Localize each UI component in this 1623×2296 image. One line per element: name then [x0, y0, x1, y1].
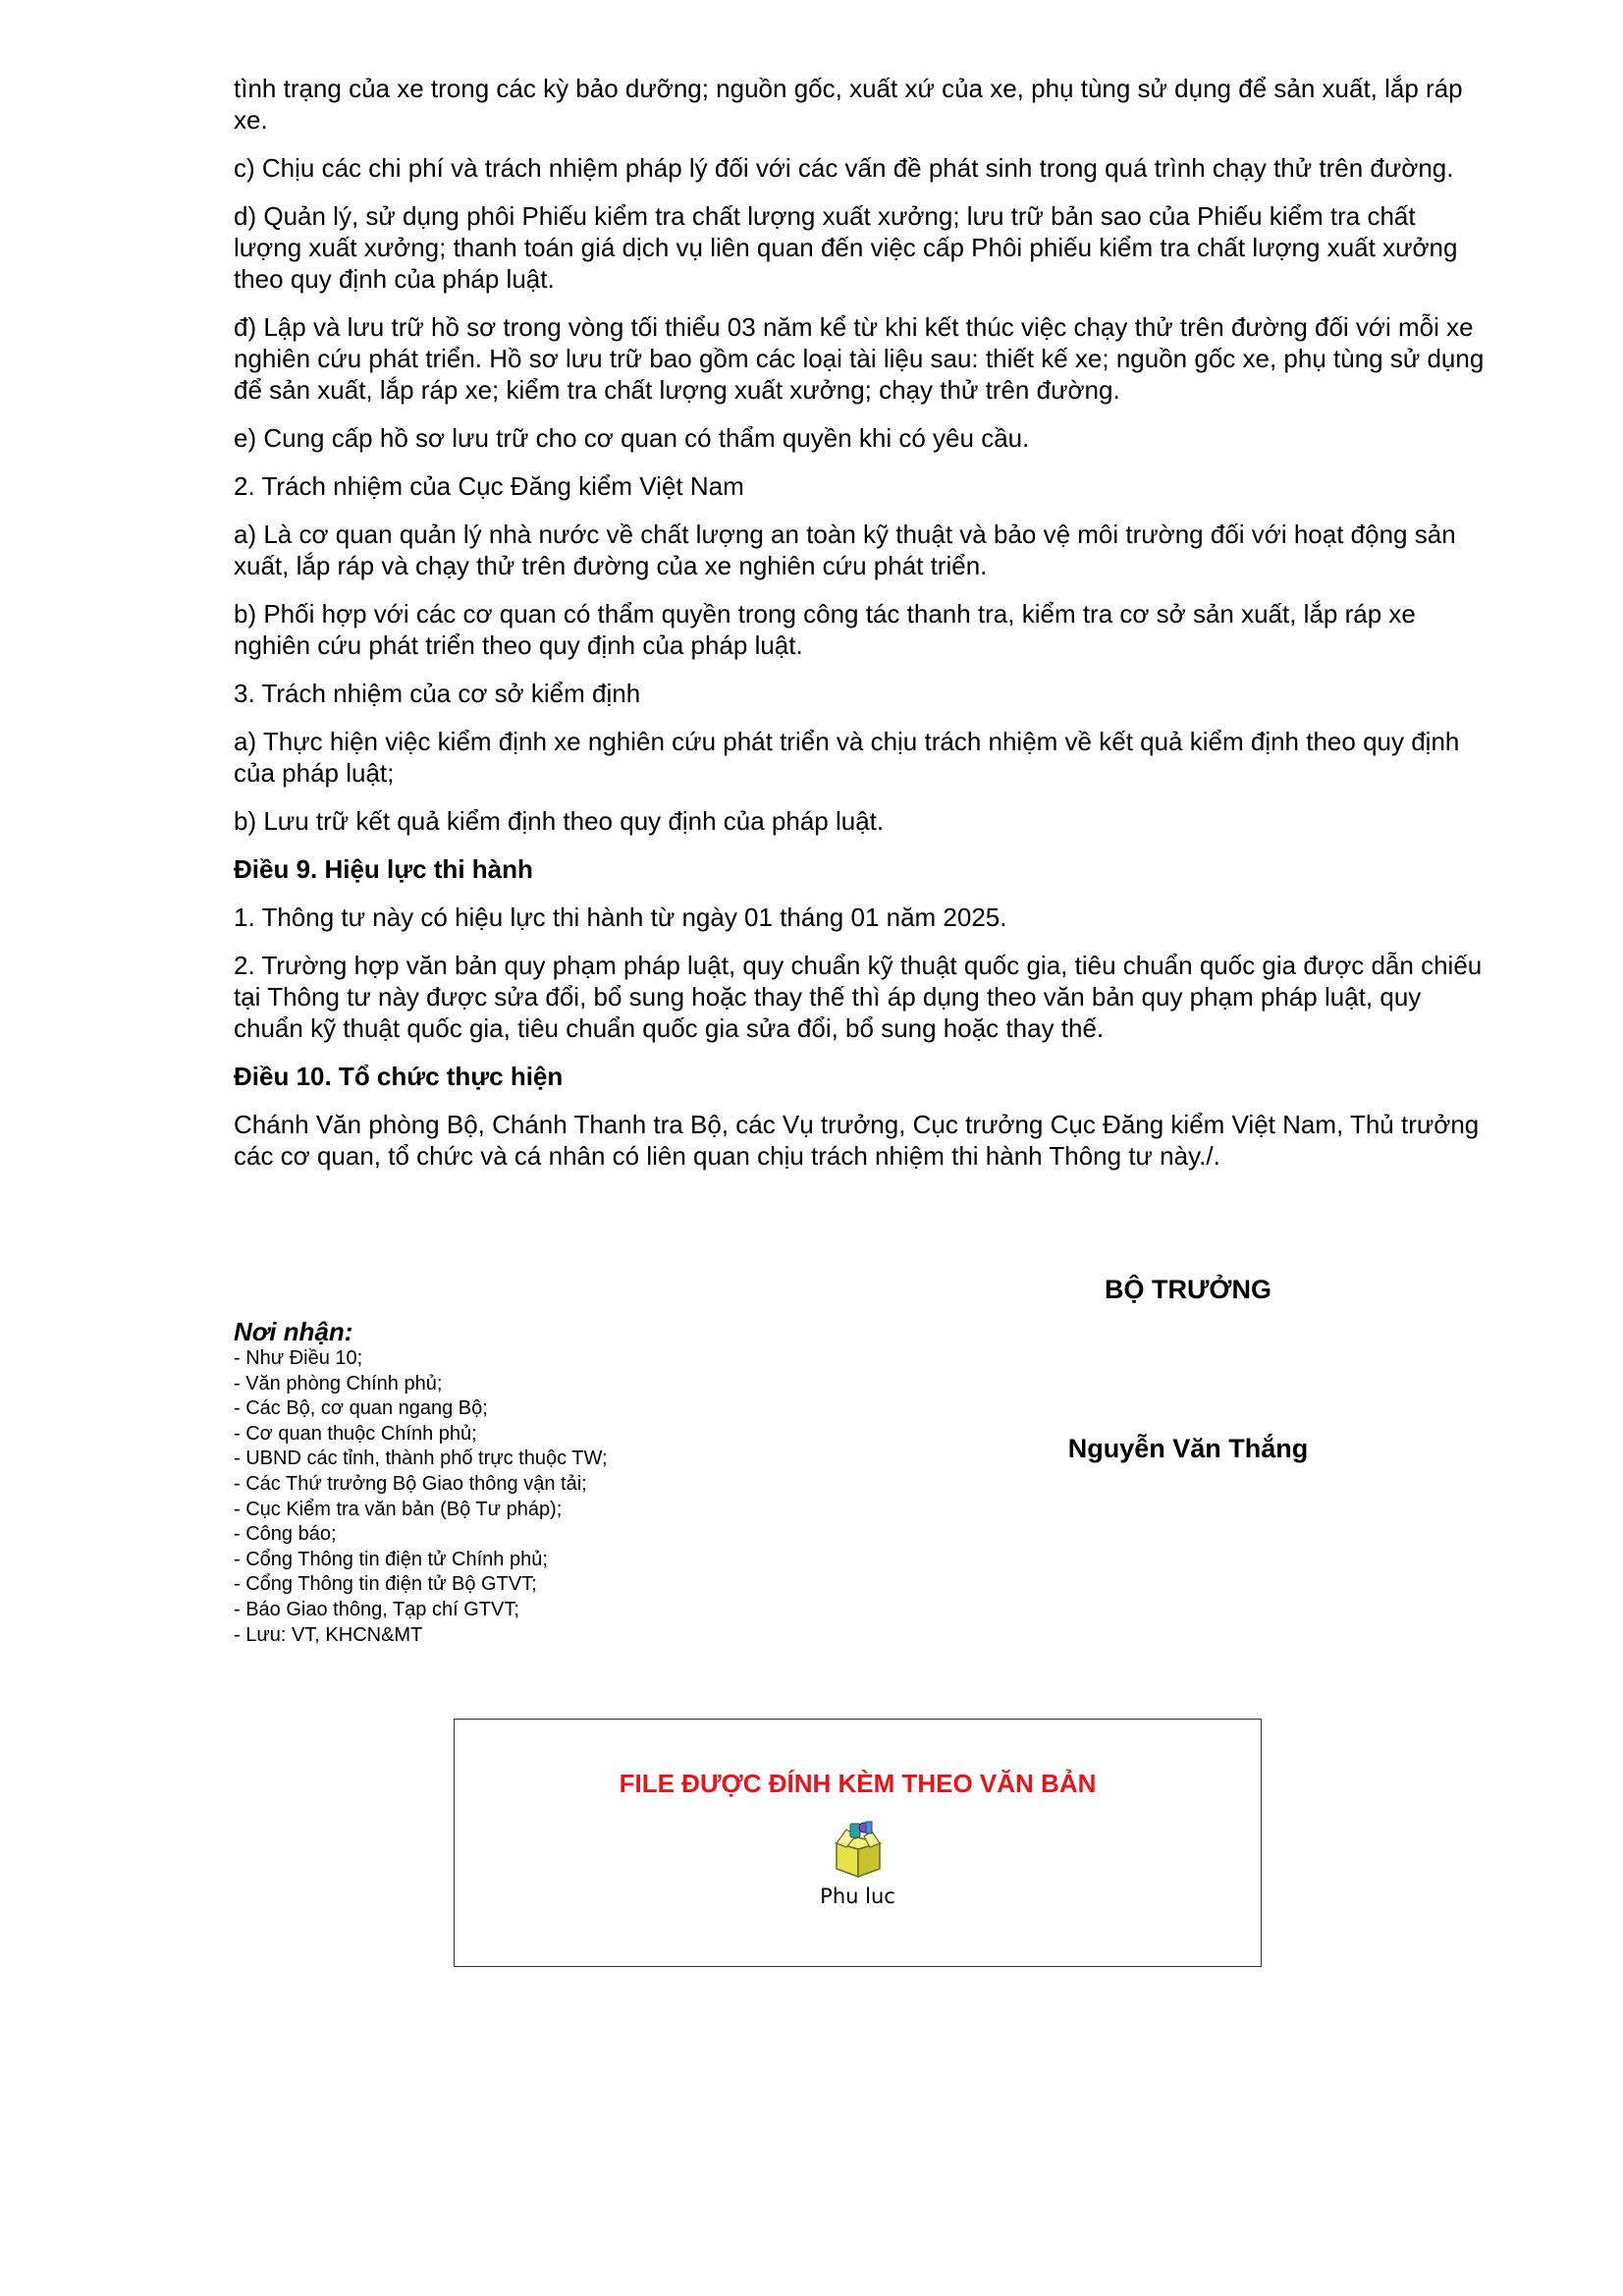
recipients-block	[234, 1317, 744, 1648]
paragraph: c) Chịu các chi phí và trách nhiệm pháp lý đối với các vấn đề phát sinh trong quá trình chạy thử trên đường.	[234, 153, 1454, 183]
recipient-item: - Công báo;	[234, 1523, 337, 1546]
recipient-item: - Lưu: VT, KHCN&MT	[234, 1623, 423, 1646]
recipient-item: - UBND các tỉnh, thành phố trực thuộc TW;	[234, 1448, 608, 1470]
section-heading: 3. Trách nhiệm của cơ sở kiểm định	[234, 679, 641, 708]
paragraph: đ) Lập và lưu trữ hồ sơ trong vòng tối thiểu 03 năm kể từ khi kết thúc việc chạy thử trên đường đối với mỗi xe nghiên cứu phát triển. Hồ sơ lưu trữ bao gồm các loại tài liệu sau: thiết kế xe; nguồn gốc xe, phụ tùng sử dụng để sản xuất, lắp ráp xe; kiểm tra chất lượng xuất xưởng; chạy thử trên đường.	[234, 312, 1485, 405]
attachment-box	[454, 1719, 1262, 1967]
paragraph: 2. Trường hợp văn bản quy phạm pháp luật, quy chuẩn kỹ thuật quốc gia, tiêu chuẩn quốc gia được dẫn chiếu tại Thông tư này được sửa đổi, bổ sung hoặc thay thế thì áp dụng theo văn bản quy phạm pháp luật, quy chuẩn kỹ thuật quốc gia, tiêu chuẩn quốc gia sửa đổi, bổ sung hoặc thay thế.	[234, 951, 1483, 1043]
paragraph: tình trạng của xe trong các kỳ bảo dưỡng; nguồn gốc, xuất xứ của xe, phụ tùng sử dụng để sản xuất, lắp ráp xe.	[234, 74, 1463, 135]
paragraph: Chánh Văn phòng Bộ, Chánh Thanh tra Bộ, các Vụ trưởng, Cục trưởng Cục Đăng kiểm Việt Nam, Thủ trưởng các cơ quan, tổ chức và cá nhân có liên quan chịu trách nhiệm thi hành Thông tư này./.	[234, 1110, 1480, 1171]
recipient-item: - Báo Giao thông, Tạp chí GTVT;	[234, 1598, 519, 1620]
recipient-item: - Cục Kiểm tra văn bản (Bộ Tư pháp);	[234, 1498, 563, 1520]
paragraph: b) Lưu trữ kết quả kiểm định theo quy định của pháp luật.	[234, 806, 885, 836]
paragraph: 1. Thông tư này có hiệu lực thi hành từ ngày 01 tháng 01 năm 2025.	[234, 902, 1007, 932]
attachment-title: FILE ĐƯỢC ĐÍNH KÈM THEO VĂN BẢN	[619, 1769, 1097, 1798]
paragraph: a) Thực hiện việc kiểm định xe nghiên cứu phát triển và chịu trách nhiệm về kết quả kiểm định theo quy định của pháp luật;	[234, 727, 1460, 788]
recipient-item: - Như Điều 10;	[234, 1347, 363, 1369]
package-file-icon	[827, 1818, 890, 1881]
recipients-title: Nơi nhận:	[234, 1317, 353, 1346]
document-body	[234, 73, 1486, 1188]
paragraph: b) Phối hợp với các cơ quan có thẩm quyền trong công tác thanh tra, kiểm tra cơ sở sản xuất, lắp ráp xe nghiên cứu phát triển theo quy định của pháp luật.	[234, 599, 1416, 660]
attachment-file-label[interactable]: Phu luc	[820, 1885, 895, 1908]
recipient-item: - Các Bộ, cơ quan ngang Bộ;	[234, 1397, 488, 1420]
signer-name: Nguyễn Văn Thắng	[1067, 1434, 1309, 1463]
signer-title: BỘ TRƯỞNG	[1105, 1275, 1271, 1304]
recipient-item: - Cơ quan thuộc Chính phủ;	[234, 1422, 477, 1445]
recipient-item: - Cổng Thông tin điện tử Chính phủ;	[234, 1548, 548, 1570]
paragraph: a) Là cơ quan quản lý nhà nước về chất lượng an toàn kỹ thuật và bảo vệ môi trường đối với hoạt động sản xuất, lắp ráp và chạy thử trên đường của xe nghiên cứu phát triển.	[234, 519, 1456, 580]
recipients-list	[234, 1346, 744, 1648]
section-heading: 2. Trách nhiệm của Cục Đăng kiểm Việt Nam	[234, 471, 744, 501]
recipient-item: - Các Thứ trưởng Bộ Giao thông vận tải;	[234, 1472, 587, 1495]
recipient-item: - Cổng Thông tin điện tử Bộ GTVT;	[234, 1573, 537, 1596]
paragraph: e) Cung cấp hồ sơ lưu trữ cho cơ quan có thẩm quyền khi có yêu cầu.	[234, 423, 1030, 453]
paragraph: d) Quản lý, sử dụng phôi Phiếu kiểm tra chất lượng xuất xưởng; lưu trữ bản sao của Phiếu kiểm tra chất lượng xuất xưởng; thanh toán giá dịch vụ liên quan đến việc cấp Phôi phiếu kiểm tra chất lượng xuất xưởng theo quy định của pháp luật.	[234, 201, 1458, 294]
attachment-file-link[interactable]	[789, 1818, 927, 1908]
article-heading: Điều 10. Tổ chức thực hiện	[234, 1062, 564, 1091]
article-heading: Điều 9. Hiệu lực thi hành	[234, 854, 533, 884]
recipient-item: - Văn phòng Chính phủ;	[234, 1372, 443, 1394]
